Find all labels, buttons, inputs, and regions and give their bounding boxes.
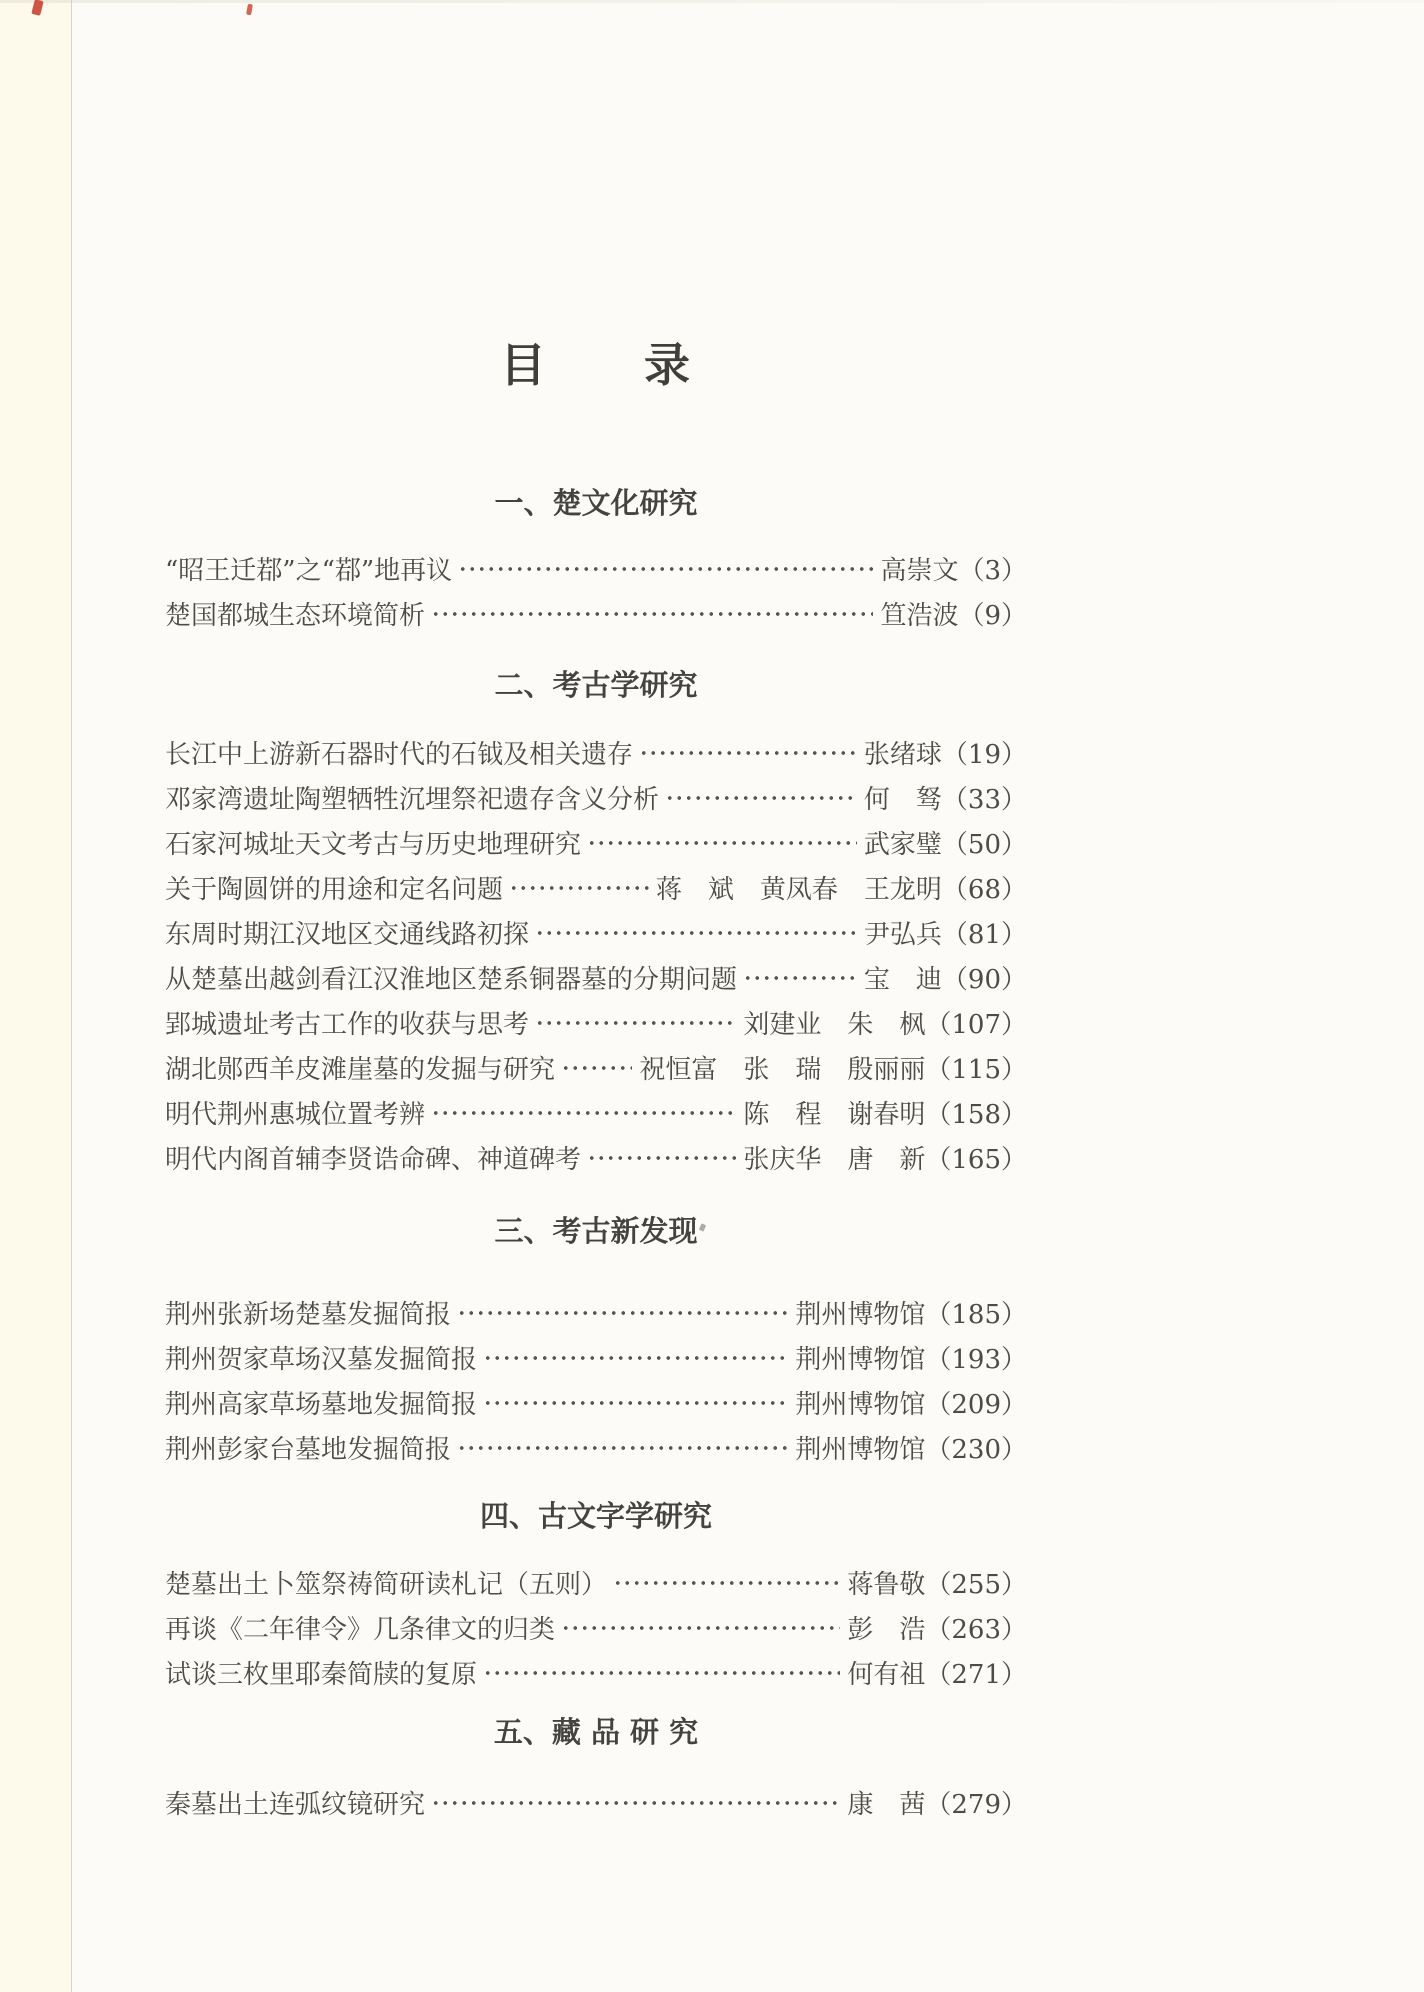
entry-page-number: （230） bbox=[925, 1435, 1027, 1465]
entry-page-number: （90） bbox=[941, 965, 1027, 995]
dot-leader bbox=[535, 1000, 736, 1045]
section-entries bbox=[165, 546, 1027, 636]
section-entries bbox=[165, 1780, 1027, 1825]
toc-entry bbox=[165, 955, 1027, 1000]
entry-authors: 祝恒富 张 瑞 殷丽丽 bbox=[639, 1055, 926, 1085]
entry-title: 明代荆州惠城位置考辨 bbox=[165, 1100, 426, 1130]
entry-title: 长江中上游新石器时代的石钺及相关遗存 bbox=[165, 740, 634, 770]
toc-entry bbox=[165, 1290, 1027, 1335]
entry-title: 明代内阁首辅李贤诰命碑、神道碑考 bbox=[165, 1145, 582, 1175]
entry-title: 郢城遗址考古工作的收获与思考 bbox=[165, 1010, 530, 1040]
toc-entry bbox=[165, 820, 1027, 865]
dot-leader bbox=[431, 1780, 840, 1825]
entry-authors: 荆州博物馆 bbox=[795, 1390, 926, 1420]
dot-leader bbox=[535, 910, 857, 955]
toc-entry bbox=[165, 1605, 1027, 1650]
entry-title: 楚墓出土卜筮祭祷简研读札记（五则） bbox=[165, 1570, 608, 1600]
entry-authors: 高崇文 bbox=[880, 556, 959, 586]
entry-title: 邓家湾遗址陶塑牺牲沉埋祭祀遗存含义分析 bbox=[165, 785, 660, 815]
entry-authors: 张绪球 bbox=[863, 740, 942, 770]
dot-leader bbox=[431, 591, 873, 636]
entry-page-number: （81） bbox=[941, 920, 1027, 950]
entry-title: 石家河城址天文考古与历史地理研究 bbox=[165, 830, 582, 860]
toc-entry bbox=[165, 865, 1027, 910]
dot-leader bbox=[587, 820, 857, 865]
entry-authors: 彭 浩 bbox=[847, 1615, 926, 1645]
entry-authors: 武家璧 bbox=[863, 830, 942, 860]
toc-content bbox=[165, 0, 1027, 1992]
dot-leader bbox=[561, 1605, 840, 1650]
dot-leader bbox=[483, 1650, 840, 1695]
dot-leader bbox=[483, 1335, 788, 1380]
toc-entry bbox=[165, 1780, 1027, 1825]
entry-authors: 荆州博物馆 bbox=[795, 1435, 926, 1465]
toc-entry bbox=[165, 1090, 1027, 1135]
toc-entry bbox=[165, 1650, 1027, 1695]
dot-leader bbox=[509, 865, 649, 910]
entry-page-number: （193） bbox=[925, 1345, 1027, 1375]
section-entries bbox=[165, 730, 1027, 1180]
entry-title: 秦墓出土连弧纹镜研究 bbox=[165, 1790, 426, 1820]
entry-title: “昭王迁鄀”之“鄀”地再议 bbox=[165, 556, 453, 586]
toc-entry bbox=[165, 1000, 1027, 1045]
toc-entry bbox=[165, 730, 1027, 775]
page-left-edge bbox=[0, 0, 72, 1992]
section-heading-chu-culture: 一、楚文化研究 bbox=[494, 486, 698, 520]
toc-entry bbox=[165, 591, 1027, 636]
entry-page-number: （19） bbox=[941, 740, 1027, 770]
dot-leader bbox=[431, 1090, 736, 1135]
toc-entry bbox=[165, 910, 1027, 955]
entry-authors: 宝 迪 bbox=[863, 965, 942, 995]
entry-page-number: （263） bbox=[925, 1615, 1027, 1645]
toc-entry bbox=[165, 1135, 1027, 1180]
dot-leader bbox=[457, 1425, 788, 1470]
entry-page-number: （107） bbox=[925, 1010, 1027, 1040]
section-heading-archaeology: 二、考古学研究 bbox=[494, 668, 698, 702]
entry-title: 荆州高家草场墓地发掘简报 bbox=[165, 1390, 478, 1420]
entry-authors: 陈 程 谢春明 bbox=[743, 1100, 926, 1130]
entry-authors: 荆州博物馆 bbox=[795, 1300, 926, 1330]
section-entries bbox=[165, 1290, 1027, 1470]
entry-page-number: （68） bbox=[941, 875, 1027, 905]
entry-title: 荆州彭家台墓地发掘简报 bbox=[165, 1435, 452, 1465]
section-heading-collections: 五、藏 品 研 究 bbox=[493, 1715, 699, 1749]
entry-page-number: （33） bbox=[941, 785, 1027, 815]
dot-leader bbox=[639, 730, 857, 775]
entry-authors: 笪浩波 bbox=[880, 601, 959, 631]
entry-authors: 张庆华 唐 新 bbox=[743, 1145, 926, 1175]
entry-page-number: （185） bbox=[925, 1300, 1027, 1330]
toc-entry bbox=[165, 546, 1027, 591]
toc-entry bbox=[165, 1380, 1027, 1425]
toc-entry bbox=[165, 1560, 1027, 1605]
section-heading-new-discoveries: 三、考古新发现 bbox=[494, 1214, 698, 1248]
section-entries bbox=[165, 1560, 1027, 1695]
toc-entry bbox=[165, 1045, 1027, 1090]
entry-page-number: （158） bbox=[925, 1100, 1027, 1130]
entry-page-number: （271） bbox=[925, 1660, 1027, 1690]
dot-leader bbox=[457, 1290, 788, 1335]
entry-title: 荆州贺家草场汉墓发掘简报 bbox=[165, 1345, 478, 1375]
entry-title: 楚国都城生态环境简析 bbox=[165, 601, 426, 631]
dot-leader bbox=[561, 1045, 632, 1090]
toc-entry bbox=[165, 1335, 1027, 1380]
entry-authors: 荆州博物馆 bbox=[795, 1345, 926, 1375]
entry-title: 东周时期江汉地区交通线路初探 bbox=[165, 920, 530, 950]
dot-leader bbox=[665, 775, 857, 820]
dot-leader bbox=[613, 1560, 840, 1605]
entry-page-number: （9） bbox=[958, 601, 1027, 631]
entry-title: 关于陶圆饼的用途和定名问题 bbox=[165, 875, 504, 905]
entry-page-number: （255） bbox=[925, 1570, 1027, 1600]
entry-title: 再谈《二年律令》几条律文的归类 bbox=[165, 1615, 556, 1645]
entry-title: 湖北郧西羊皮滩崖墓的发掘与研究 bbox=[165, 1055, 556, 1085]
entry-authors: 刘建业 朱 枫 bbox=[743, 1010, 926, 1040]
entry-page-number: （50） bbox=[941, 830, 1027, 860]
dot-leader bbox=[587, 1135, 736, 1180]
entry-page-number: （3） bbox=[958, 556, 1027, 586]
section-heading-paleography: 四、古文字学研究 bbox=[479, 1499, 712, 1533]
entry-page-number: （115） bbox=[925, 1055, 1027, 1085]
entry-page-number: （165） bbox=[925, 1145, 1027, 1175]
entry-authors: 康 茜 bbox=[847, 1790, 926, 1820]
entry-authors: 何有祖 bbox=[847, 1660, 926, 1690]
entry-authors: 何 驽 bbox=[863, 785, 942, 815]
dot-leader bbox=[743, 955, 857, 1000]
page-title: 目 录 bbox=[500, 338, 692, 392]
entry-authors: 蒋 斌 黄凤春 王龙明 bbox=[655, 875, 942, 905]
toc-entry bbox=[165, 775, 1027, 820]
entry-page-number: （209） bbox=[925, 1390, 1027, 1420]
entry-authors: 尹弘兵 bbox=[863, 920, 942, 950]
entry-title: 从楚墓出越剑看江汉淮地区楚系铜器墓的分期问题 bbox=[165, 965, 738, 995]
entry-authors: 蒋鲁敬 bbox=[847, 1570, 926, 1600]
entry-page-number: （279） bbox=[925, 1790, 1027, 1820]
toc-entry bbox=[165, 1425, 1027, 1470]
dot-leader bbox=[483, 1380, 788, 1425]
entry-title: 试谈三枚里耶秦简牍的复原 bbox=[165, 1660, 478, 1690]
entry-title: 荆州张新场楚墓发掘简报 bbox=[165, 1300, 452, 1330]
dot-leader bbox=[458, 546, 873, 591]
